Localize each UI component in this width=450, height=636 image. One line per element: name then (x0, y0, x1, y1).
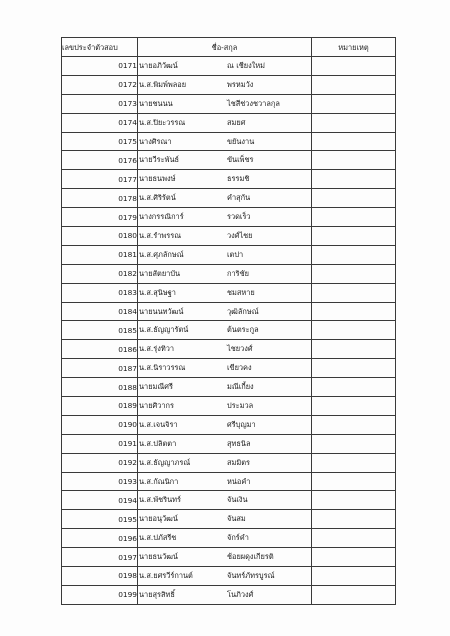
exam-id-cell: 0194 (62, 491, 138, 510)
last-name: ธรรมชิ (227, 174, 250, 184)
header-exam-id: เลขประจำตัวสอบ (62, 38, 138, 57)
table-row (62, 434, 396, 453)
table-row (62, 472, 396, 491)
last-name: การิชัย (227, 268, 249, 278)
last-name: จันทร์ภัทรบูรณ์ (227, 571, 275, 581)
header-full-name: ชื่อ-สกุล (138, 38, 312, 57)
last-name: สมมิตร (227, 457, 251, 467)
first-name: น.ส.นิราวรรณ (139, 363, 186, 373)
last-name: มณีเกี้ยง (227, 382, 254, 392)
table-row (62, 567, 396, 586)
first-name: นายวีระพันธ์ (139, 155, 180, 165)
exam-id-cell: 0198 (62, 567, 138, 586)
candidate-table (61, 37, 396, 605)
full-name-cell (138, 302, 312, 321)
remarks-cell (312, 567, 396, 586)
exam-id-cell: 0177 (62, 170, 138, 189)
full-name-cell (138, 378, 312, 397)
first-name: นายสุรสิทธิ์ (139, 589, 175, 599)
full-name-cell (138, 529, 312, 548)
last-name: สุทธนิล (227, 438, 251, 448)
table-row (62, 189, 396, 208)
last-name: รวดเร็ว (227, 212, 251, 222)
exam-id-cell: 0179 (62, 208, 138, 227)
last-name: เตปา (227, 249, 244, 259)
first-name: น.ส.ปลิตตา (139, 438, 177, 448)
exam-id-cell: 0195 (62, 510, 138, 529)
remarks-cell (312, 529, 396, 548)
remarks-cell (312, 113, 396, 132)
first-name: น.ส.พัชรินทร์ (139, 495, 182, 505)
remarks-cell (312, 264, 396, 283)
last-name: โนภิวงศ์ (227, 589, 254, 599)
remarks-cell (312, 189, 396, 208)
remarks-cell (312, 340, 396, 359)
table-body (62, 57, 396, 605)
table-row (62, 529, 396, 548)
full-name-cell (138, 397, 312, 416)
exam-id-cell: 0190 (62, 415, 138, 434)
first-name: น.ส.ศิริรัตน์ (139, 193, 176, 203)
table-row (62, 208, 396, 227)
table-row (62, 510, 396, 529)
last-name: คำสุกัน (227, 193, 251, 203)
last-name: เขียวคง (227, 363, 252, 373)
header-remarks: หมายเหตุ (312, 38, 396, 57)
first-name: นางกรรณิการ์ (139, 212, 184, 222)
table-row (62, 397, 396, 416)
full-name-cell (138, 170, 312, 189)
table-row (62, 283, 396, 302)
first-name: นางศิรณา (139, 136, 172, 146)
full-name-cell (138, 340, 312, 359)
remarks-cell (312, 359, 396, 378)
exam-id-cell: 0181 (62, 245, 138, 264)
exam-id-cell: 0193 (62, 472, 138, 491)
table-row (62, 359, 396, 378)
first-name: น.ส.ปิยะวรรณ (139, 117, 186, 127)
remarks-cell (312, 548, 396, 567)
remarks-cell (312, 434, 396, 453)
last-name: ประมวล (227, 401, 254, 411)
table-row (62, 302, 396, 321)
last-name: ศรีบุญมา (227, 419, 256, 429)
remarks-cell (312, 151, 396, 170)
remarks-cell (312, 283, 396, 302)
first-name: น.ส.ศุภลักษณ์ (139, 249, 184, 259)
remarks-cell (312, 132, 396, 151)
remarks-cell (312, 472, 396, 491)
first-name: น.ส.กัณนิกา (139, 476, 179, 486)
first-name: นายนนทวัฒน์ (139, 306, 184, 316)
exam-id-cell: 0178 (62, 189, 138, 208)
last-name: วงศ์ไชย (227, 231, 253, 241)
full-name-cell (138, 415, 312, 434)
full-name-cell (138, 132, 312, 151)
remarks-cell (312, 453, 396, 472)
table-row (62, 415, 396, 434)
first-name: น.ส.ปภัสรีช (139, 533, 177, 543)
full-name-cell (138, 57, 312, 76)
full-name-cell (138, 472, 312, 491)
first-name: น.ส.เจนจิรา (139, 419, 178, 429)
remarks-cell (312, 227, 396, 246)
remarks-cell (312, 170, 396, 189)
exam-id-cell: 0175 (62, 132, 138, 151)
table-header-row (62, 38, 396, 57)
table-row (62, 378, 396, 397)
exam-id-cell: 0182 (62, 264, 138, 283)
remarks-cell (312, 321, 396, 340)
remarks-cell (312, 208, 396, 227)
exam-id-cell: 0191 (62, 434, 138, 453)
full-name-cell (138, 189, 312, 208)
first-name: น.ส.รำพรรณ (139, 231, 182, 241)
table-row (62, 585, 396, 604)
remarks-cell (312, 94, 396, 113)
full-name-cell (138, 208, 312, 227)
table-row (62, 453, 396, 472)
first-name: น.ส.ธัญญารัตน์ (139, 325, 189, 335)
full-name-cell (138, 453, 312, 472)
first-name: น.ส.พิมพ์พลอย (139, 79, 187, 89)
full-name-cell (138, 75, 312, 94)
exam-id-cell: 0185 (62, 321, 138, 340)
first-name: นายศิวากร (139, 401, 174, 411)
full-name-cell (138, 151, 312, 170)
full-name-cell (138, 434, 312, 453)
full-name-cell (138, 94, 312, 113)
full-name-cell (138, 245, 312, 264)
exam-id-cell: 0172 (62, 75, 138, 94)
last-name: ขันเพ็ชร (227, 155, 254, 165)
exam-id-cell: 0174 (62, 113, 138, 132)
table-row (62, 491, 396, 510)
first-name: น.ส.ธัญญาภรณ์ (139, 457, 191, 467)
table-row (62, 151, 396, 170)
remarks-cell (312, 397, 396, 416)
first-name: นายอภิวัฒน์ (139, 61, 178, 70)
exam-id-cell: 0171 (62, 57, 138, 76)
full-name-cell (138, 227, 312, 246)
exam-id-cell: 0184 (62, 302, 138, 321)
last-name: จักร์คำ (227, 533, 249, 543)
last-name: ต้นตระกูล (227, 325, 259, 335)
table-row (62, 321, 396, 340)
last-name: หน่อคำ (227, 476, 251, 486)
first-name: น.ส.รุ่งทิวา (139, 344, 175, 354)
table-row (62, 264, 396, 283)
remarks-cell (312, 491, 396, 510)
first-name: นายธนพงษ์ (139, 174, 176, 184)
remarks-cell (312, 585, 396, 604)
full-name-cell (138, 264, 312, 283)
exam-id-cell: 0180 (62, 227, 138, 246)
exam-id-cell: 0192 (62, 453, 138, 472)
exam-id-cell: 0188 (62, 378, 138, 397)
exam-id-cell: 0186 (62, 340, 138, 359)
first-name: นายชนนน (139, 98, 173, 108)
last-name: ไชยวงศ์ (227, 344, 253, 354)
remarks-cell (312, 510, 396, 529)
full-name-cell (138, 283, 312, 302)
first-name: นายมณีศรี (139, 382, 173, 392)
exam-id-cell: 0196 (62, 529, 138, 548)
table-row (62, 94, 396, 113)
last-name: ชมสหาย (227, 287, 255, 297)
full-name-cell (138, 113, 312, 132)
last-name: วุฒิลักษณ์ (227, 306, 259, 316)
full-name-cell (138, 548, 312, 567)
remarks-cell (312, 245, 396, 264)
table-row (62, 57, 396, 76)
remarks-cell (312, 302, 396, 321)
first-name: นายอนุวัฒน์ (139, 514, 178, 524)
last-name: ณ เชียงใหม่ (227, 61, 266, 70)
last-name: ขยันงาน (227, 136, 255, 146)
remarks-cell (312, 75, 396, 94)
exam-id-cell: 0189 (62, 397, 138, 416)
last-name: จันเงิน (227, 495, 248, 505)
last-name: ไชสีช่วงชวาลกุล (227, 98, 280, 108)
last-name: จันสม (227, 514, 246, 524)
first-name: นายธนวัฒน์ (139, 552, 178, 562)
exam-id-cell: 0183 (62, 283, 138, 302)
remarks-cell (312, 378, 396, 397)
remarks-cell (312, 415, 396, 434)
first-name: น.ส.สุนิษฐา (139, 287, 176, 297)
table-row (62, 75, 396, 94)
exam-id-cell: 0187 (62, 359, 138, 378)
first-name: นายสัตยาบัน (139, 268, 181, 278)
first-name: น.ส.ยศรวีร์กานต์ (139, 571, 193, 581)
exam-id-cell: 0173 (62, 94, 138, 113)
full-name-cell (138, 359, 312, 378)
exam-id-cell: 0197 (62, 548, 138, 567)
table-row (62, 227, 396, 246)
exam-id-cell: 0199 (62, 585, 138, 604)
table-row (62, 170, 396, 189)
full-name-cell (138, 510, 312, 529)
last-name: ช้อยผดุงเกียรติ (227, 552, 274, 562)
full-name-cell (138, 567, 312, 586)
full-name-cell (138, 491, 312, 510)
full-name-cell (138, 321, 312, 340)
remarks-cell (312, 57, 396, 76)
last-name: สมยศ (227, 117, 246, 127)
table-row (62, 245, 396, 264)
exam-id-cell: 0176 (62, 151, 138, 170)
table-row (62, 132, 396, 151)
table-row (62, 113, 396, 132)
table-row (62, 340, 396, 359)
full-name-cell (138, 585, 312, 604)
table-row (62, 548, 396, 567)
last-name: พรหมวัง (227, 79, 254, 89)
